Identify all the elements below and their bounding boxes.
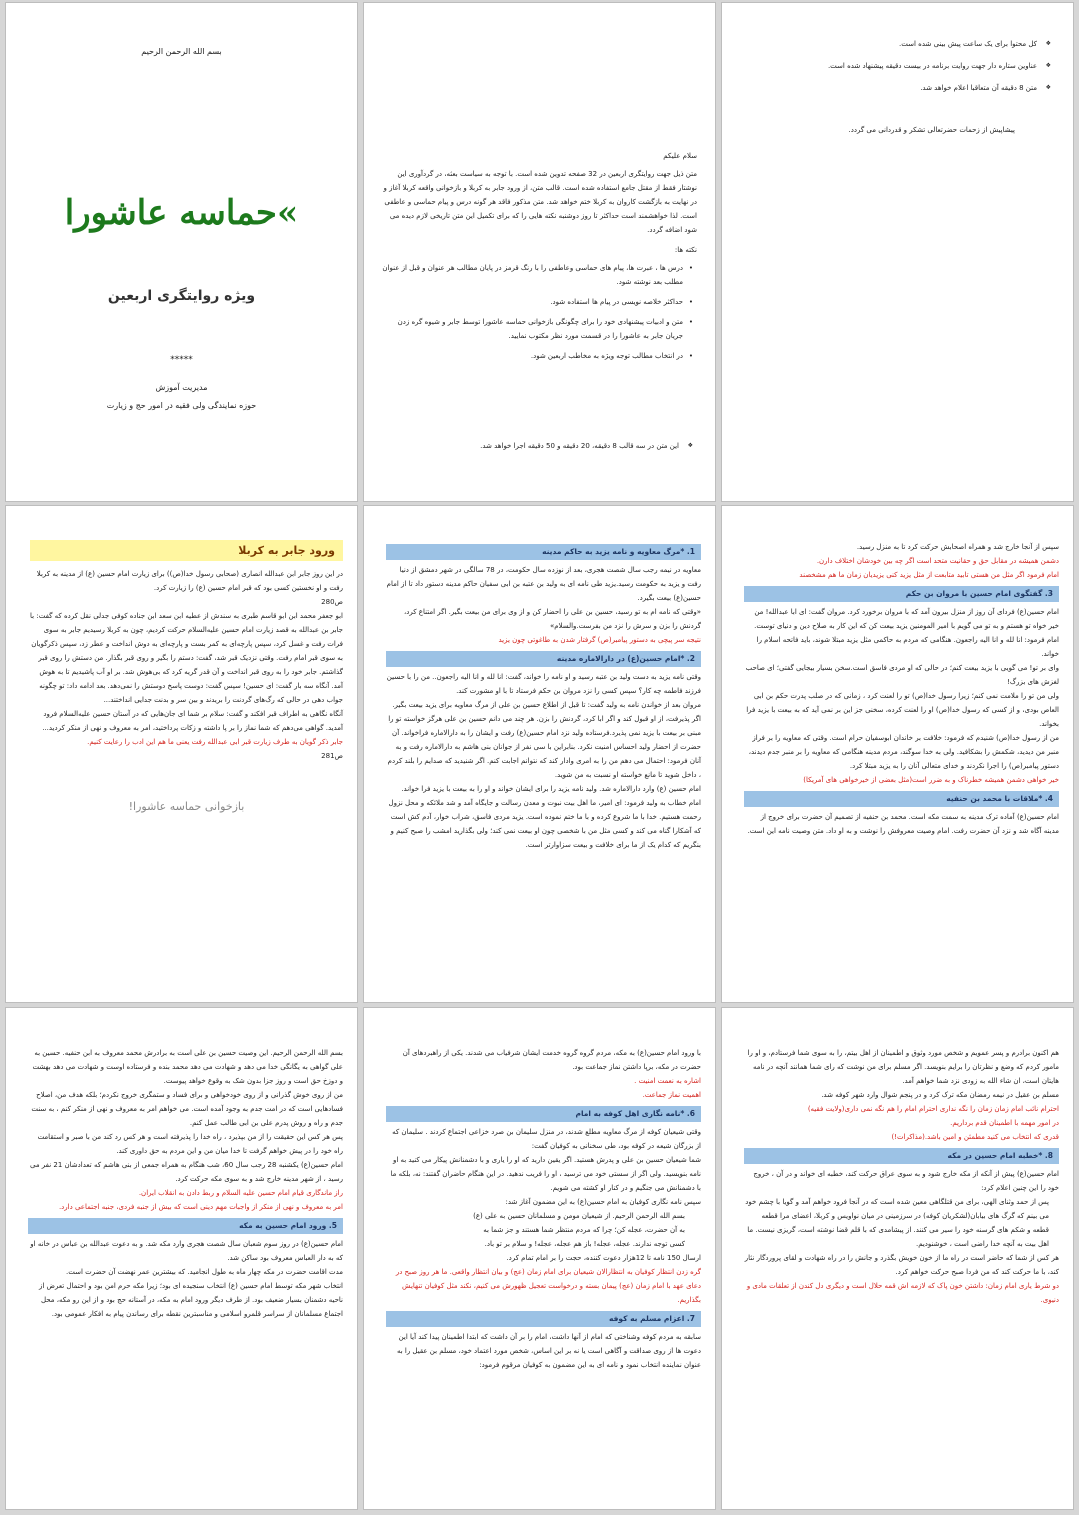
- paragraph: وقتی نامه یزید به دست ولید بن عتبه رسید و او نامه را خواند، گفت: انا لله و انا الیه راجعون.. من را با حسین فرزند فاطمه چه کار؟ سپس کسی را نزد مروان بن حکم فرستاد تا با او مشورت کند.: [386, 673, 701, 695]
- page-cover: [5, 2, 358, 502]
- paragraph: «وقتی که نامه ام به تو رسید، حسین بن علی را احضار کن و از وی برای من بیعت بگیر. اگر امتناع کرد، گردنش را بزن و سرش را نزد من بفرست.والسلام»: [403, 608, 701, 630]
- page-jabir: [5, 505, 358, 1003]
- lesson-note: دو شرط یاری امام زمان: داشتن خون پاک که لازمه اش قمه حلال است و دیگری دل کندن از تعلقات مادی و دنیوی.: [746, 1282, 1059, 1304]
- section-heading-5: 5. ورود امام حسین به مکه: [28, 1218, 343, 1234]
- section-heading-1: 1. *مرگ معاویه و نامه یزید به حاکم مدینه: [386, 544, 701, 560]
- paragraph: هر کس از شما که حاضر است در راه ما از خون خویش بگذرد و جانش را در راه شهادت و لقای پروردگار نثار کند، با ما حرکت کند که من فردا صبح حرکت خواهم کرد.: [744, 1254, 1059, 1276]
- list-item: • درس ها ، عبرت ها، پیام های حماسی وعاطفی را با رنگ قرمز در پایان مطالب هر عنوان و قبل از عنوان مطلب بعد نوشته شود.: [382, 261, 683, 289]
- page-reference: ص281: [321, 752, 343, 760]
- section-heading-4: 4. *ملاقات با محمد بن حنفیه: [744, 791, 1059, 807]
- paragraph: امام خطاب به ولید فرمود: ای امیر، ما اهل بیت نبوت و معدن رسالت و جایگاه آمد و شد ملائکه و محل نزول رحمت هستیم. خدا با ما شروع کرده و با ما ختم نموده است. یزید مردی فاسق، شراب خوار، آدم کش است که آشکارا گناه می کند و کسی مثل من با شخصی چون او بیعت نمی کند؛ ولی بگذارید امشب را صبح کنیم و بنگریم که کدام یک از ما برای خلافت و بیعت سزاوارتر است.: [388, 799, 701, 849]
- lesson-note: اهمیت نماز جماعت.: [642, 1091, 701, 1099]
- paragraph: در این روز جابر ابن عبدالله انصاری (صحابی رسول خدا(ص)) برای زیارت امام حسین (ع) از مدینه به کربلا رفت و او نخستین کسی بود که قبر امام حسین (ع) را زیارت کرد.: [36, 570, 343, 592]
- paragraph: امام حسین(ع) یکشنبه 28 رجب سال 60، شب هنگام به همراه جمعی از بنی هاشم که تعدادشان 21 نفر می رسید ، از شهر مدینه خارج شد و به سوی مکه حرکت کرد.: [30, 1161, 343, 1183]
- notes-list: [382, 261, 697, 363]
- lesson-note: احترام نائب امام زمان زمان را نگه نداری احترام امام را هم نگه نمی داری(ولایت فقیه): [807, 1105, 1059, 1113]
- page-introduction: [363, 2, 716, 502]
- lesson-note: جابر ذکر گویان به طرف زیارت قبر ابی عبدالله رفت یعنی ما هم این ادب را رعایت کنیم.: [87, 738, 343, 746]
- greeting: سلام علیکم: [663, 152, 697, 160]
- paragraph: ابو جعفر محمد ابن ابو قاسم طبری به سندش از عطیه ابن سعد ابن جناده کوفی جدلی نقل کرده که گفت: با جابر بن عبدالله به قصد زیارت امام حسین علیه‌السلام حرکت کردیم، چون به کربلا رسیدیم جابر به سوی فرات رفت و غسل کرد، سپس پارچه‌ای به کمر بست و پارچه‌ای به دوش انداخت و عطر زد، سپس ذکرگویان به سوی قبر امام رفت. وقتی نزدیک قبر شد، گفت: دستم را بگیر و روی قبر بگذار. من دستش را روی قبر گذاشتم. جابر خود را به روی قبر انداخت و آن قدر گریه کرد که بی‌هوش شد. بر او آب پاشیدیم تا به هوش آمد. آنگاه سه بار گفت: ای حسین! سپس گفت: دوست پاسخ دوستش را نمی‌دهد. بعد ادامه داد: تو چگونه جواب دهی در حالی که رگ‌های گردنت را بریدند و بین سر و بدنت جدایی انداختند...: [30, 612, 343, 704]
- bismillah: بسم الله الرحمن الرحیم: [141, 47, 222, 56]
- lesson-note: در امور مهمه با اطمینان قدم برداریم.: [950, 1119, 1059, 1127]
- paragraph: هم اکنون برادرم و پسر عمویم و شخص مورد وثوق و اطمینان از اهل بیتم، را به سوی شما فرستادم، و او را مامور کردم که وضع و نظرتان را برایم بنویسد. اگر مسلم برای من نوشت که رای شما همانند آنچه در نامه هایتان است، ان شاء الله به زودی نزد شما خواهم آمد.: [747, 1049, 1059, 1085]
- page-notes: [721, 2, 1074, 502]
- org-line-2: حوزه نمایندگی ولی فقیه در امور حج و زیارت: [106, 401, 257, 410]
- list-item: • در انتخاب مطالب توجه ویژه به مخاطب اربعین شود.: [382, 349, 683, 363]
- paragraph: پس از حمد وثنای الهی، برای من قتلگاهی معین شده است که در آنجا فرود خواهم آمد و گویا با چشم خود می بینم که گرگ های بیابان(لشکریان کوفه) در سرزمینی در میان نواویس و کربلا، اعضای مرا قطعه قطعه و شکم های گرسنه خود را سیر می کنند. از پیشامدی که با قلم قضا نوشته است، گریزی نیست. ما اهل بیت به آنچه خدا راضی است ، خوشنودیم.: [745, 1198, 1049, 1248]
- paragraph: امام فرمود: انا لله و انا الیه راجعون. هنگامی که مردم به حاکمی مثل یزید مبتلا شوند، باید فاتحه اسلام را خواند.: [756, 636, 1059, 658]
- paragraph: ارسال 150 نامه تا 12هزار دعوت کننده، حجت را بر امام تمام کرد.: [506, 1254, 701, 1262]
- star-note-list: [382, 439, 697, 453]
- lesson-note: دشمن همیشه در مقابل حق و حقانیت متحد است اگر چه بین خودشان اختلاف دارن.: [816, 557, 1059, 565]
- paragraph: وای بر تو! می گویی با یزید بیعت کنم؛ در حالی که او مردی فاسق است.سخن بسیار بیجایی گفتی؛ ای صاحب لغزش های بزرگ!: [745, 664, 1059, 686]
- paragraph: سپس نامه نگاری کوفیان به امام حسین(ع) به این مضمون آغاز شد:: [505, 1198, 701, 1206]
- lesson-note: خیر خواهی دشمن همیشه خطرناک و به ضرر است(مثل بعضی از خیرخواهی های آمریکا): [803, 776, 1059, 784]
- list-item: • حداکثر خلاصه نویسی در پیام ها استفاده شود.: [382, 295, 683, 309]
- lesson-note: راز ماندگاری قیام امام حسین علیه السلام و ربط دادن به انقلاب ایران.: [138, 1189, 343, 1197]
- lesson-note: اشاره به نعمت امنیت .: [634, 1077, 701, 1085]
- page-mecca-sermon: [721, 1007, 1074, 1510]
- lesson-note: نتیجه سر پیچی به دستور پیامبر(ص) گرفتار شدن به طاغوتی چون یزید: [498, 636, 701, 644]
- paragraph: من از روی خوش گذرانی و از روی خودخواهی و برای فساد و ستمگری خروج نکردم؛ بلکه هدف من، اصلاح فسادهایی است که در امت جدم به وجود آمده است. می خواهم امر به معروف و نهی از منکر کنم ، به سنت جدم و راه و روش پدرم علی بن ابی طالب عمل کنم.: [31, 1091, 343, 1127]
- guideline-list: [740, 37, 1055, 95]
- lesson-note: امر به معروف و نهی از منکر از واجبات مهم دینی است که بیش از جنبه فردی، جنبه اجتماعی دارد.: [58, 1203, 343, 1211]
- paragraph: بسم الله الرحمن الرحیم. این وصیت حسین بن علی است به برادرش محمد معروف به ابن حنفیه. حسین به علی گواهی به یگانگی خدا می دهد و شهادت می دهد محمد بنده و فرستاده اوست و شهادت می دهد بهشت و دوزخ حق است و روز جزا بدون شک به وقوع خواهد پیوست.: [32, 1049, 343, 1085]
- paragraph: امام حسین(ع) پیش از آنکه از مکه خارج شود و به سوی عراق حرکت کند، خطبه ای خواند و در آن ، خروج خود را این چنین اعلام کرد:: [753, 1170, 1059, 1192]
- lesson-note: گره زدن انتظار کوفیان به انتظارالان شیعیان برای امام زمان (عج) و بیان انتظار واقعی. ما هر روز صبح در دعای عهد با امام زمان (عج) پیمان بسته و درخواست تعجیل ظهورش می کنیم، نکند مثل کوفیان تنهایش بگذاریم.: [395, 1268, 701, 1304]
- paragraph: امام حسین(ع) در روز سوم شعبان سال شصت هجری وارد مکه شد. و به دعوت عبدالله بن عباس در خانه او که به دار العباس معروف بود ساکن شد.: [30, 1240, 343, 1262]
- org-line-1: مدیریت آموزش: [155, 383, 208, 392]
- thanks-line: پیشاپیش از زحمات حضرتعالی تشکر و قدردانی می گردد.: [848, 126, 1015, 134]
- paragraph: مروان بعد از خواندن نامه به ولید گفت: تا قبل از اطلاع حسین بن علی از مرگ معاویه برای یزید بیعت بگیر. اگر پذیرفت، از او قبول کند و اگر ابا کرد، گردنش را بزن. هر چند می دانم حسین بن علی هرگز خواسته تو را مبنی بر بیعت با یزید نمی پذیرد.فرستاده ولید نزد امام حسین(ع) رفت و ایشان را به دارالاماره فراخواند. آن حضرت از احضار ولید احساس امنیت نکرد. بنابراین با سی نفر از جوانان بنی هاشم به دارالاماره رفت و به آنان فرمود: احتمال می دهم من را به امری وادار کند که نتوانم اجابت کنم. اگر شنیدید که صدایم را بلند کردم ، داخل شوید تا مانع خواسته او نسبت به من شوید.: [387, 701, 701, 779]
- cover-subtitle: ویژه روایتگری اربعین: [107, 288, 256, 304]
- paragraph: انتخاب شهر مکه توسط امام حسین (ع) انتخاب سنجیده ای بود؛ زیرا مکه حرم امن بود و احتمال تعرض از ناحیه دشمنان بسیار ضعیف بود. از طرف دیگر ورود امام به مکه، در آستانه حج بود و از این رو مکه، محل اجتماع مسلمانان از سراسر قلمرو اسلامی و مناسبترین نقطه برای رساندن پیام به افکار عمومی بود.: [39, 1282, 343, 1318]
- cover-title: »حماسه عاشورا: [64, 193, 299, 233]
- list-item: ❖ متن 8 دقیقه آن متعاقبا اعلام خواهد شد.: [740, 81, 1037, 95]
- list-item: • متن و ادبیات پیشنهادی خود را برای چگونگی بازخوانی حماسه عاشورا توسط جابر و شیوه گره زدن جریان جابر به عاشورا را در قسمت مورد نظر مکتوب نمایید.: [382, 315, 683, 343]
- paragraph: امام حسین(ع) فردای آن روز از منزل بیرون آمد که با مروان برخورد کرد. مروان گفت: ای ابا عبدالله! من خیر خواه تو هستم و به تو می گویم با امیر المومنین یزید بیعت کن که این کار به صلاح دین و دنیای توست.: [754, 608, 1059, 630]
- lesson-note: قدری که انتخاب می کنید مطمئن و امین باشد.(مذاکرات!): [891, 1133, 1059, 1141]
- lesson-note: امام فرمود اگر مثل من هستی تابید متابعت از مثل یزید کنی یزیدیان زمان ما هم مشخصند: [799, 571, 1059, 579]
- paragraph: با ورود امام حسین(ع) به مکه، مردم گروه گروه خدمت ایشان شرفیاب می شدند. یکی از راهبردهای آن حضرت در مکه، برپا داشتن نماز جماعت بود.: [402, 1049, 701, 1071]
- paragraph: وقتی شیعیان کوفه از مرگ معاویه مطلع شدند، در منزل سلیمان بن صرد خزاعی اجتماع کردند . سلیمان که از بزرگان شیعه در کوفه بود، طی سخنانی به کوفیان گفت:: [392, 1128, 701, 1150]
- paragraph: شما شیعیان حسین بن علی و پدرش هستید. اگر یقین دارید که او را یاری و با دشمنانش پیکار می کنید به او نامه بنویسید. ولی اگر از سستی خود می ترسید ، او را فریب ندهید. در این هنگام حاضران گفتند: نه، بلکه ما با دشمنانش می جنگیم و در کنار او کشته می شویم.: [390, 1156, 701, 1192]
- page-muawiya: [363, 505, 716, 1003]
- paragraph: مدت اقامت حضرت در مکه چهار ماه به طول انجامید. که بیشترین عمر نهضت آن حضرت است.: [66, 1268, 343, 1276]
- paragraph: من از رسول خدا(ص) شنیدم که فرمود: خلافت بر خاندان ابوسفیان حرام است. وقتی که معاویه را بر فراز منبر من دیدید، شکمش را بشکافید. ولی به خدا سوگند، مردم مدینه هنگامی که معاویه را بر منبر جدم دیدند، دستور پیامبر(ص) را اجرا نکردند و خدای متعالی آنان را به یزید مبتلا کرد.: [748, 734, 1059, 770]
- stars-divider: *****: [170, 355, 193, 365]
- section-heading-3: 3. گفتگوی امام حسین با مروان بن حکم: [744, 586, 1059, 602]
- paragraph: مسلم بن عقیل در نیمه رمضان مکه ترک کرد و در پنجم شوال وارد شهر کوفه شد.: [821, 1091, 1059, 1099]
- paragraph: ولی من تو را ملامت نمی کنم؛ زیرا رسول خدا(ص) تو را لعنت کرد ، زمانی که در صلب پدرت حکم بن ابی العاص بودی، و از کسی که رسول خدا(ص) او را لعنت کرده، سخنی جز این بر نمی آید که به بیعت با یزید فرا بخواند.: [746, 692, 1059, 728]
- section-heading-8: 8. *خطبه امام حسین در مکه: [744, 1148, 1059, 1164]
- section-heading-jabir: ورود جابر به کربلا: [30, 540, 343, 561]
- letter-line: بسم الله الرحمن الرحیم. از شیعیان مومن و مسلمانان حسین به علی (ع): [473, 1212, 685, 1220]
- section-heading-6: 6. *نامه نگاری اهل کوفه به امام: [386, 1106, 701, 1122]
- paragraph: امام حسین (ع) وارد دارالاماره شد. ولید نامه یزید را برای ایشان خواند و او را به بیعت با یزید فرا خواند.: [401, 785, 701, 793]
- letter-line: به آن حضرت، عجله کن؛ چرا که مردم منتظر شما هستند و جز شما به: [483, 1226, 685, 1234]
- paragraph: سابقه به مردم کوفه وشناختی که امام از آنها داشت، امام را بر آن داشت که ابتدا اطمینان پیدا کند آیا این دعوت ها از روی صداقت و آگاهی است یا نه بر این اساس، شخص مورد اعتماد خود، مسلم بن عقیل را به عنوان نماینده انتخاب نمود و نامه ای به این مضمون به کوفیان مرقوم فرمود:: [396, 1333, 701, 1369]
- paragraph: آنگاه نگاهی به اطراف قبر افکند و گفت: سلام بر شما ای جان‌هایی که در آستان حسین علیه‌السلام فرود آمدید. گواهی می‌دهم که شما نماز را بر پا داشته و زکات پرداختید، امر به معروف و نهی از منکر کردید...: [42, 710, 343, 732]
- list-item: ❖ عناوین ستاره دار جهت روایت برنامه در بیست دقیقه پیشنهاد شده است.: [740, 59, 1037, 73]
- star-note: ❖ این متن در سه قالب 8 دقیقه، 20 دقیقه و 50 دقیقه اجرا خواهد شد.: [382, 439, 679, 453]
- page-marwan: [721, 505, 1074, 1003]
- section-footer: بازخوانی حماسه عاشورا!: [128, 800, 245, 813]
- page-kufa-letters: [363, 1007, 716, 1510]
- intro-paragraph: متن ذیل جهت روایتگری اربعین در 32 صفحه تدوین شده است. با توجه به سیاست بعثه، در گردآوری این نوشتار فقط از مقتل جامع استفاده شده است. قالب متن، از ورود جابر به کربلا و بازخوانی واقعه کربلا آغاز و در نهایت به بازگشت کاروان به کربلا ختم خواهد شد. متن مذکور فاقد هر گونه درس و پیام حماسی و عاطفی است. لذا خواهشمند است حداکثر تا روز دوشنبه نکته هایی را که برای تکمیل این متن تاریخی لازم دیده می شود اضافه گردد.: [383, 170, 697, 234]
- paragraph: سپس از آنجا خارج شد و همراه اصحابش حرکت کرد تا به منزل رسید.: [856, 543, 1059, 551]
- letter-line: کسی توجه ندارند. عجله، عجله! باز هم عجله، عجله! و سلام بر تو باد.: [484, 1240, 685, 1248]
- paragraph: پس هر کس این حقیقت را از من بپذیرد ، راه خدا را پذیرفته است و هر کس رد کند من با صبر و استقامت راه خود را در پیش خواهم گرفت تا خدا میان من و این مردم به حق داوری کند.: [37, 1133, 343, 1155]
- notes-title: نکته ها:: [674, 246, 697, 254]
- paragraph: امام حسین(ع) آماده ترک مدینه به سمت مکه است. محمد بن حنفیه از تصمیم آن حضرت برای خروج از مدینه آگاه شد و نزد آن حضرت رفت. امام وصیت معروفش را نوشت و به او داد. متن وصیت نامه این است.: [747, 813, 1059, 835]
- page-testament: [5, 1007, 358, 1510]
- page-reference: ص280: [321, 598, 343, 606]
- section-heading-7: 7. اعزام مسلم به کوفه: [386, 1311, 701, 1327]
- list-item: ❖ کل محتوا برای یک ساعت پیش بینی شده است.: [740, 37, 1037, 51]
- paragraph: معاویه در نیمه رجب سال شصت هجری، بعد از نوزده سال حکومت، در 78 سالگی در شهر دمشق از دنیا رفت و یزید به حکومت رسید.یزید طی نامه ای به ولید بن عتبه بن ابی سفیان حاکم مدینه دستور داد تا از امام حسین(ع) بیعت بگیرد.: [386, 566, 701, 602]
- section-heading-2: 2. *امام حسین(ع) در دارالاماره مدینه: [386, 651, 701, 667]
